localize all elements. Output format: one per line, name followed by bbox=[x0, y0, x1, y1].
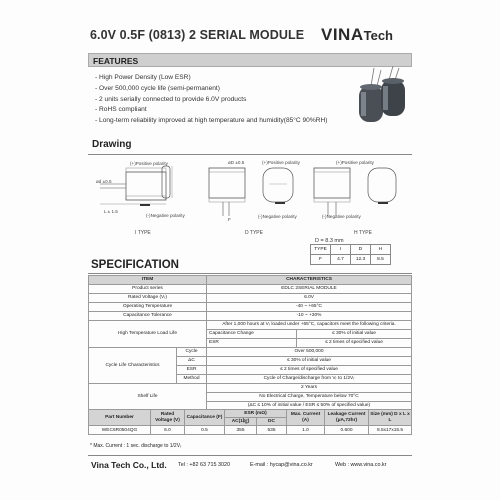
part-size: 8.5x17x15.5 bbox=[369, 426, 412, 435]
part-esr-ac: 355 bbox=[225, 426, 257, 435]
spec-row bbox=[89, 348, 412, 357]
part-number-table bbox=[88, 409, 412, 435]
spec-header-item: ITEM bbox=[89, 276, 207, 285]
spec-sublabel: ESR bbox=[177, 366, 207, 375]
dim-header-cell: I bbox=[331, 245, 351, 255]
spec-item: Product series bbox=[89, 285, 207, 294]
spec-value: After 1,000 hours at Vᵣ loaded under +65°C, capacitors meet the following criteria. bbox=[207, 321, 412, 330]
spec-sublabel: ΔC bbox=[177, 357, 207, 366]
spec-value: ≤ 30% of initial value bbox=[297, 330, 412, 339]
d-type-dim-d: øD ±0.5 bbox=[228, 160, 245, 165]
spec-value: ≤ 2 times of specified value bbox=[297, 339, 412, 348]
diameter-note: D = 8.3 mm bbox=[315, 238, 344, 244]
vinatech-logo bbox=[321, 25, 393, 45]
spec-value: ≤ 30% of initial value bbox=[207, 357, 412, 366]
spec-value: -40 ~ +65°C bbox=[207, 303, 412, 312]
spec-value: EDLC 2SERIAL MODULE bbox=[207, 285, 412, 294]
spec-sublabel: Method bbox=[177, 375, 207, 384]
h-type-pos-polarity: (+)Positive polarity bbox=[336, 160, 374, 165]
d-type-neg-polarity: (-)Negative polarity bbox=[258, 214, 297, 219]
logo-tech: Tech bbox=[363, 28, 394, 43]
i-type-label: I TYPE bbox=[135, 230, 151, 236]
spec-value: -10 ~ +30% bbox=[207, 312, 412, 321]
dim-header-cell: TYPE bbox=[311, 245, 331, 255]
features-heading: FEATURES bbox=[93, 56, 139, 66]
feature-item: - RoHS compliant bbox=[95, 106, 147, 114]
specification-heading: SPECIFICATION bbox=[91, 259, 179, 271]
part-header-esr: ESR (mΩ) bbox=[225, 410, 287, 418]
part-header-size: Size (mm) D x L x L bbox=[369, 410, 412, 426]
drawing-heading: Drawing bbox=[92, 139, 132, 150]
spec-row bbox=[89, 285, 412, 294]
part-cap: 0.5 bbox=[185, 426, 225, 435]
spec-value: 2 Years bbox=[207, 384, 412, 393]
feature-item: - 2 units serially connected to provide 6.0V products bbox=[95, 95, 247, 103]
part-maxc: 1.0 bbox=[287, 426, 325, 435]
spec-row bbox=[89, 321, 412, 330]
spec-header-characteristics: CHARACTERISTICS bbox=[207, 276, 412, 285]
footer-rule bbox=[88, 455, 412, 456]
specification-table bbox=[88, 275, 412, 411]
dim-cell: 4.7 bbox=[331, 255, 351, 265]
h-type-label: H TYPE bbox=[354, 230, 372, 236]
spec-value: 6.0V bbox=[207, 294, 412, 303]
h-type-neg-polarity: (-)Negative polarity bbox=[322, 214, 361, 219]
dimension-table-header bbox=[311, 245, 391, 255]
spec-sublabel: ESR bbox=[207, 339, 297, 348]
i-type-neg-polarity: (-)Negative polarity bbox=[146, 213, 185, 218]
specification-rule bbox=[88, 273, 412, 274]
drawing-rule bbox=[88, 154, 412, 155]
d-type-pos-polarity: (+)Positive polarity bbox=[262, 160, 300, 165]
dim-cell: 12.3 bbox=[351, 255, 371, 265]
dim-cell: F bbox=[311, 255, 331, 265]
spec-row bbox=[89, 312, 412, 321]
spec-item: High Temperature Load Life bbox=[89, 321, 207, 348]
spec-value: Cycle of Charge/discharge from Vᵣ to 1/2Vᵣ bbox=[207, 375, 412, 384]
footer-email[interactable]: E-mail : hycap@vina.co.kr bbox=[250, 462, 313, 468]
i-type-dim-d: ød ±0.5 bbox=[96, 179, 112, 184]
logo-vina: VINA bbox=[321, 25, 364, 44]
spec-value: Over 500,000 bbox=[207, 348, 412, 357]
features-list bbox=[95, 73, 327, 127]
spec-item: Capacitance Tolerance bbox=[89, 312, 207, 321]
i-type-pos-polarity: (+)Positive polarity bbox=[130, 161, 168, 166]
spec-row bbox=[89, 294, 412, 303]
spec-row bbox=[89, 384, 412, 393]
dim-header-cell: H bbox=[371, 245, 391, 255]
part-header-leak: Leakage Current (μA,72hr) bbox=[325, 410, 369, 426]
dimension-table-row bbox=[311, 255, 391, 265]
page-title: 6.0V 0.5F (0813) 2 SERIAL MODULE bbox=[90, 28, 305, 42]
company-name: Vina Tech Co., Ltd. bbox=[91, 460, 167, 470]
spec-value: No Electrical Charge, Temperature below 70°C bbox=[207, 393, 412, 402]
footer-web[interactable]: Web : www.vina.co.kr bbox=[335, 462, 387, 468]
dimension-table bbox=[310, 244, 391, 265]
part-header-ac: AC(1㎏) bbox=[225, 418, 257, 426]
part-esr-dc: 535 bbox=[257, 426, 287, 435]
part-header-part: Part Number bbox=[89, 410, 151, 426]
part-header-cap: Capacitance (F) bbox=[185, 410, 225, 426]
spec-sublabel: Capacitance Change bbox=[207, 330, 297, 339]
feature-item: - High Power Density (Low ESR) bbox=[95, 74, 191, 81]
dim-cell: 8.5 bbox=[371, 255, 391, 265]
part-header-maxc: Max. Current (A) bbox=[287, 410, 325, 426]
part-rated: 6.0 bbox=[151, 426, 185, 435]
part-leak: 0.600 bbox=[325, 426, 369, 435]
part-number: WEC6R0504QG bbox=[89, 426, 151, 435]
feature-item: - Long-term reliability improved at high temperature and humidity(85°C 90%RH) bbox=[95, 117, 328, 125]
spec-value: ≤ 2 times of specified value bbox=[207, 366, 412, 375]
i-type-dim-l: L ± 1.5 bbox=[104, 209, 118, 214]
d-type-dim-f: F bbox=[228, 217, 231, 222]
spec-value: (ΔC ≤ 10% of initial value / ESR ≤ 50% of specified value) bbox=[207, 402, 412, 411]
spec-row bbox=[89, 303, 412, 312]
footer-tel: Tel : +82 63 715 3020 bbox=[178, 462, 231, 468]
dim-header-cell: D bbox=[351, 245, 371, 255]
feature-item: - Over 500,000 cycle life (semi-permanent) bbox=[95, 84, 220, 92]
spec-item: Cycle Life Characteristics bbox=[89, 348, 177, 384]
features-heading-bar bbox=[88, 53, 412, 67]
part-header-rated: Rated Voltage (V) bbox=[151, 410, 185, 426]
spec-sublabel: Cycle bbox=[177, 348, 207, 357]
spec-item: Rated Voltage (Vᵣ) bbox=[89, 294, 207, 303]
d-type-label: D TYPE bbox=[245, 230, 263, 236]
part-header-dc: DC bbox=[257, 418, 287, 426]
capacitor-module-photo bbox=[353, 66, 413, 130]
spec-item: Operating Temperature bbox=[89, 303, 207, 312]
spec-item: Shelf Life bbox=[89, 384, 207, 411]
max-current-note: * Max. Current : 1 sec. discharge to 1/2Vᵣ bbox=[90, 443, 182, 449]
part-row bbox=[89, 426, 412, 435]
